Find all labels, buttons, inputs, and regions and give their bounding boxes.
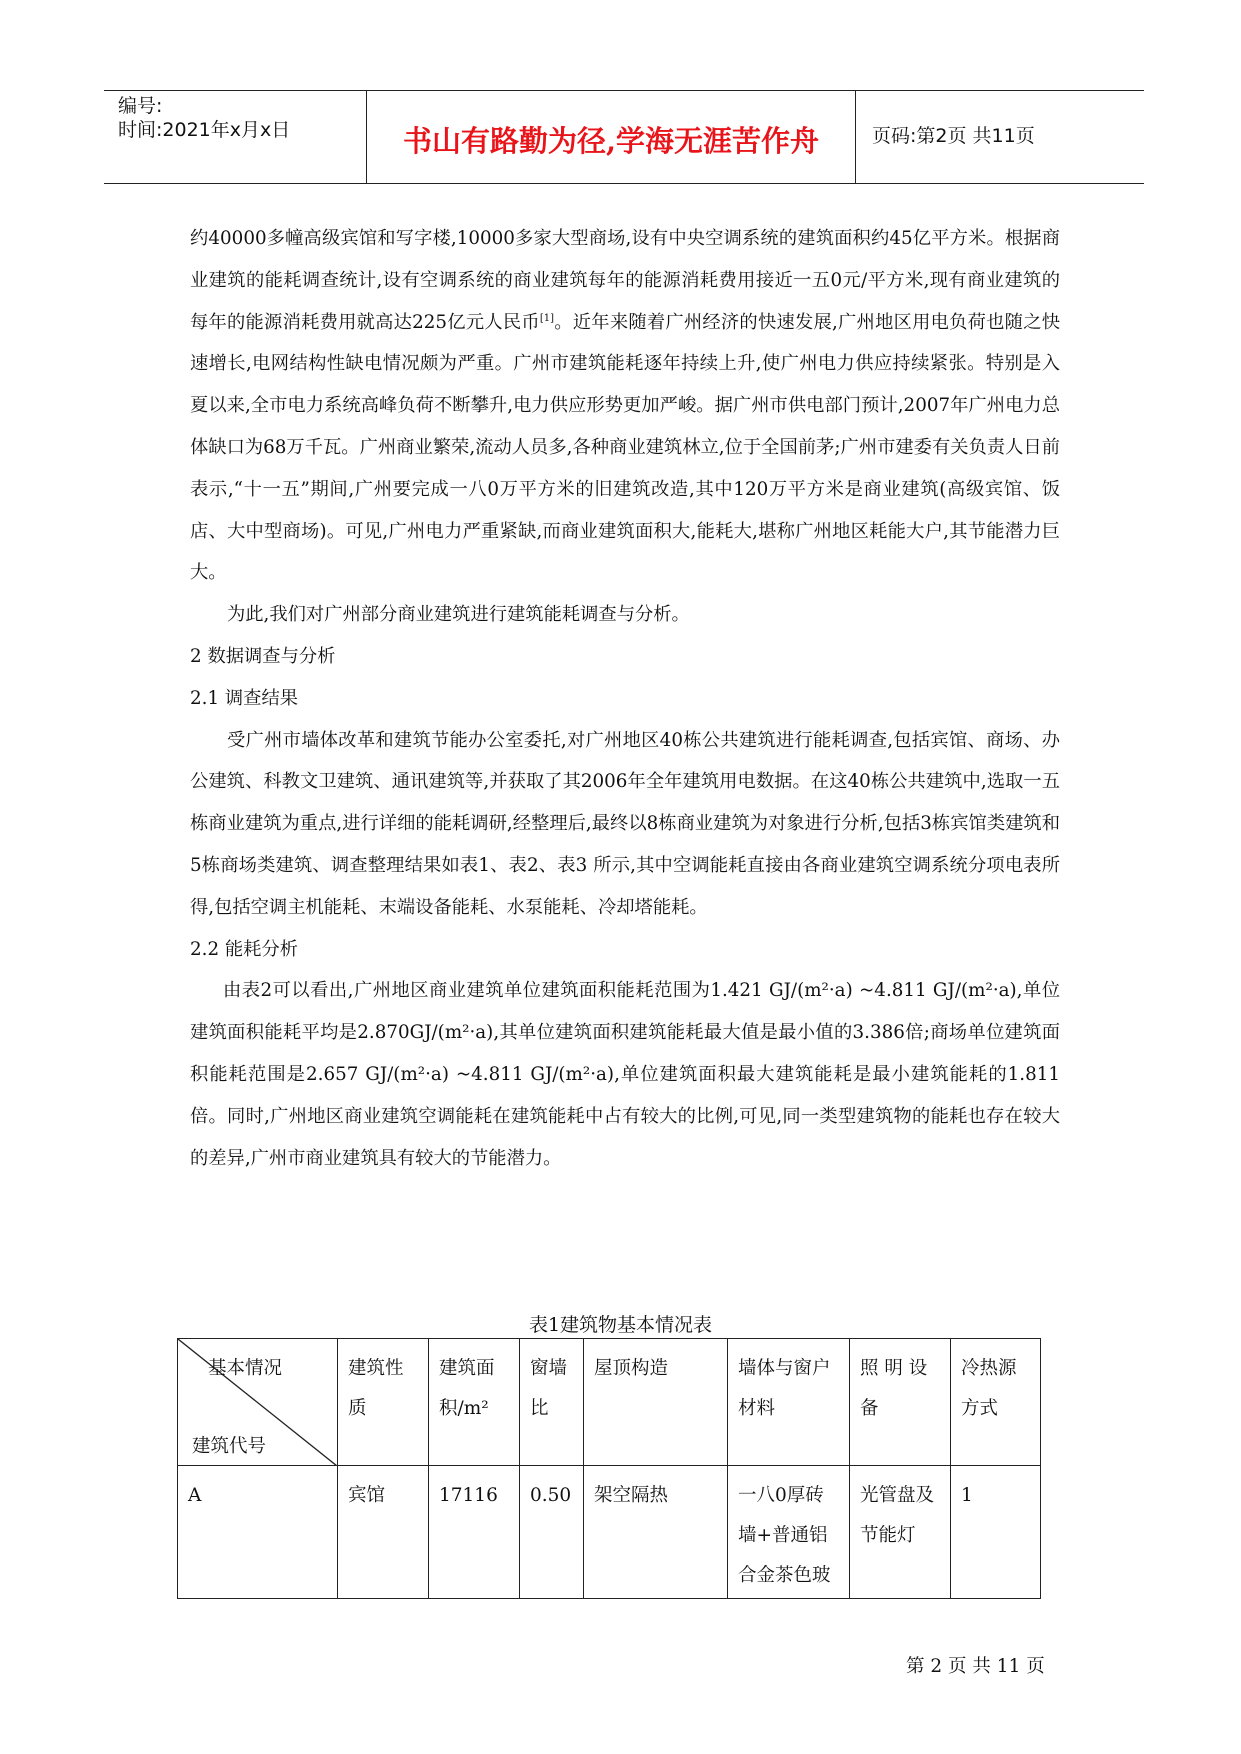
diag-header-top: 基本情况	[208, 1358, 283, 1379]
paragraph-3: 受广州市墙体改革和建筑节能办公室委托,对广州地区40栋公共建筑进行能耗调查,包括宾馆、商场、办公建筑、科教文卫建筑、通讯建筑等,并获取了其2006年全年建筑用电数据。在这40栋公共建筑中,选取一五栋商业建筑为重点,进行详细的能耗调研,经整理后,最终以8栋商业建筑为对象进行分析,包括3栋宾馆类建筑和5栋商场类建筑、调查整理结果如表1、表2、表3 所示,其中空调能耗直接由各商业建筑空调系统分项电表所得,包括空调主机能耗、末端设备能耗、水泵能耗、冷却塔能耗。	[190, 729, 1060, 918]
header-ratio: 窗墙比	[520, 1339, 584, 1466]
paragraph-2: 为此,我们对广州部分商业建筑进行建筑能耗调查与分析。	[227, 604, 690, 626]
table-diagonal-header	[178, 1339, 338, 1466]
doc-number-label: 编号:	[118, 95, 163, 117]
header-light: 照 明 设 备	[850, 1339, 951, 1466]
page-header	[104, 90, 1144, 184]
cell-roof: 架空隔热	[584, 1466, 728, 1599]
table-caption: 表1建筑物基本情况表	[528, 1314, 713, 1336]
cell-code: A	[178, 1466, 338, 1599]
header-roof: 屋顶构造	[584, 1339, 728, 1466]
cell-wall: 一八0厚砖墙+普通铝合金茶色玻	[728, 1466, 850, 1599]
paragraph-1: 约40000多幢高级宾馆和写字楼,10000多家大型商场,设有中央空调系统的建筑面积约45亿平方米。根据商业建筑的能耗调查统计,设有空调系统的商业建筑每年的能源消耗费用接近一五0元/平方米,现有商业建筑的每年的能源消耗费用就高达225亿元人民币[1]。近年来随着广州经济的快速发展,广州地区用电负荷也随之快速增长,电网结构性缺电情况颇为严重。广州市建筑能耗逐年持续上升,使广州电力供应持续紧张。特别是入夏以来,全市电力系统高峰负荷不断攀升,电力供应形势更加严峻。据广州市供电部门预计,2007年广州电力总体缺口为68万千瓦。广州商业繁荣,流动人员多,各种商业建筑林立,位于全国前茅;广州市建委有关负责人日前表示,“十一五”期间,广州要完成一八0万平方米的旧建筑改造,其中120万平方米是商业建筑(高级宾馆、饭店、大中型商场)。可见,广州电力严重紧缺,而商业建筑面积大,能耗大,堪称广州地区耗能大户,其节能潜力巨大。	[190, 228, 1060, 584]
header-wall: 墙体与窗户材料	[728, 1339, 850, 1466]
document-body	[190, 218, 1060, 1179]
header-nature: 建筑性质	[338, 1339, 429, 1466]
header-motto: 书山有路勤为径,学海无涯苦作舟	[402, 124, 820, 158]
cell-nature: 宾馆	[338, 1466, 429, 1599]
header-page-code: 页码:第2页 共11页	[872, 125, 1035, 147]
building-info-table	[177, 1338, 1041, 1599]
page-footer: 第 2 页 共 11 页	[906, 1656, 1045, 1677]
paragraph-4: 由表2可以看出,广州地区商业建筑单位建筑面积能耗范围为1.421 GJ/(m²·a) ~4.811 GJ/(m²·a),单位建筑面积能耗平均是2.870GJ/(m²·a),其单位建筑面积建筑能耗最大值是最小值的3.386倍;商场单位建筑面积能耗范围是2.657 GJ/(m²·a) ~4.811 GJ/(m²·a),单位建筑面积最大建筑能耗是最小建筑能耗的1.811倍。同时,广州地区商业建筑空调能耗在建筑能耗中占有较大的比例,可见,同一类型建筑物的能耗也存在较大的差异,广州市商业建筑具有较大的节能潜力。	[190, 980, 1060, 1169]
header-motto-cell	[367, 91, 856, 183]
doc-time-label: 时间:2021年x月x日	[118, 119, 291, 141]
header-info-cell	[104, 91, 367, 183]
section-heading-2-1: 2.1 调查结果	[190, 687, 299, 709]
cell-ratio: 0.50	[520, 1466, 584, 1599]
cell-light: 光管盘及节能灯	[850, 1466, 951, 1599]
cell-source: 1	[951, 1466, 1041, 1599]
header-area: 建筑面积/m²	[429, 1339, 520, 1466]
diag-header-bottom: 建筑代号	[192, 1436, 267, 1457]
table-row	[178, 1466, 1041, 1599]
citation-ref: [1]	[539, 312, 555, 324]
cell-area: 17116	[429, 1466, 520, 1599]
header-source: 冷热源方式	[951, 1339, 1041, 1466]
header-page-cell	[856, 91, 1144, 183]
section-heading-2-2: 2.2 能耗分析	[190, 938, 299, 960]
section-heading-2: 2 数据调查与分析	[190, 645, 336, 667]
table-header-row	[178, 1339, 1041, 1466]
